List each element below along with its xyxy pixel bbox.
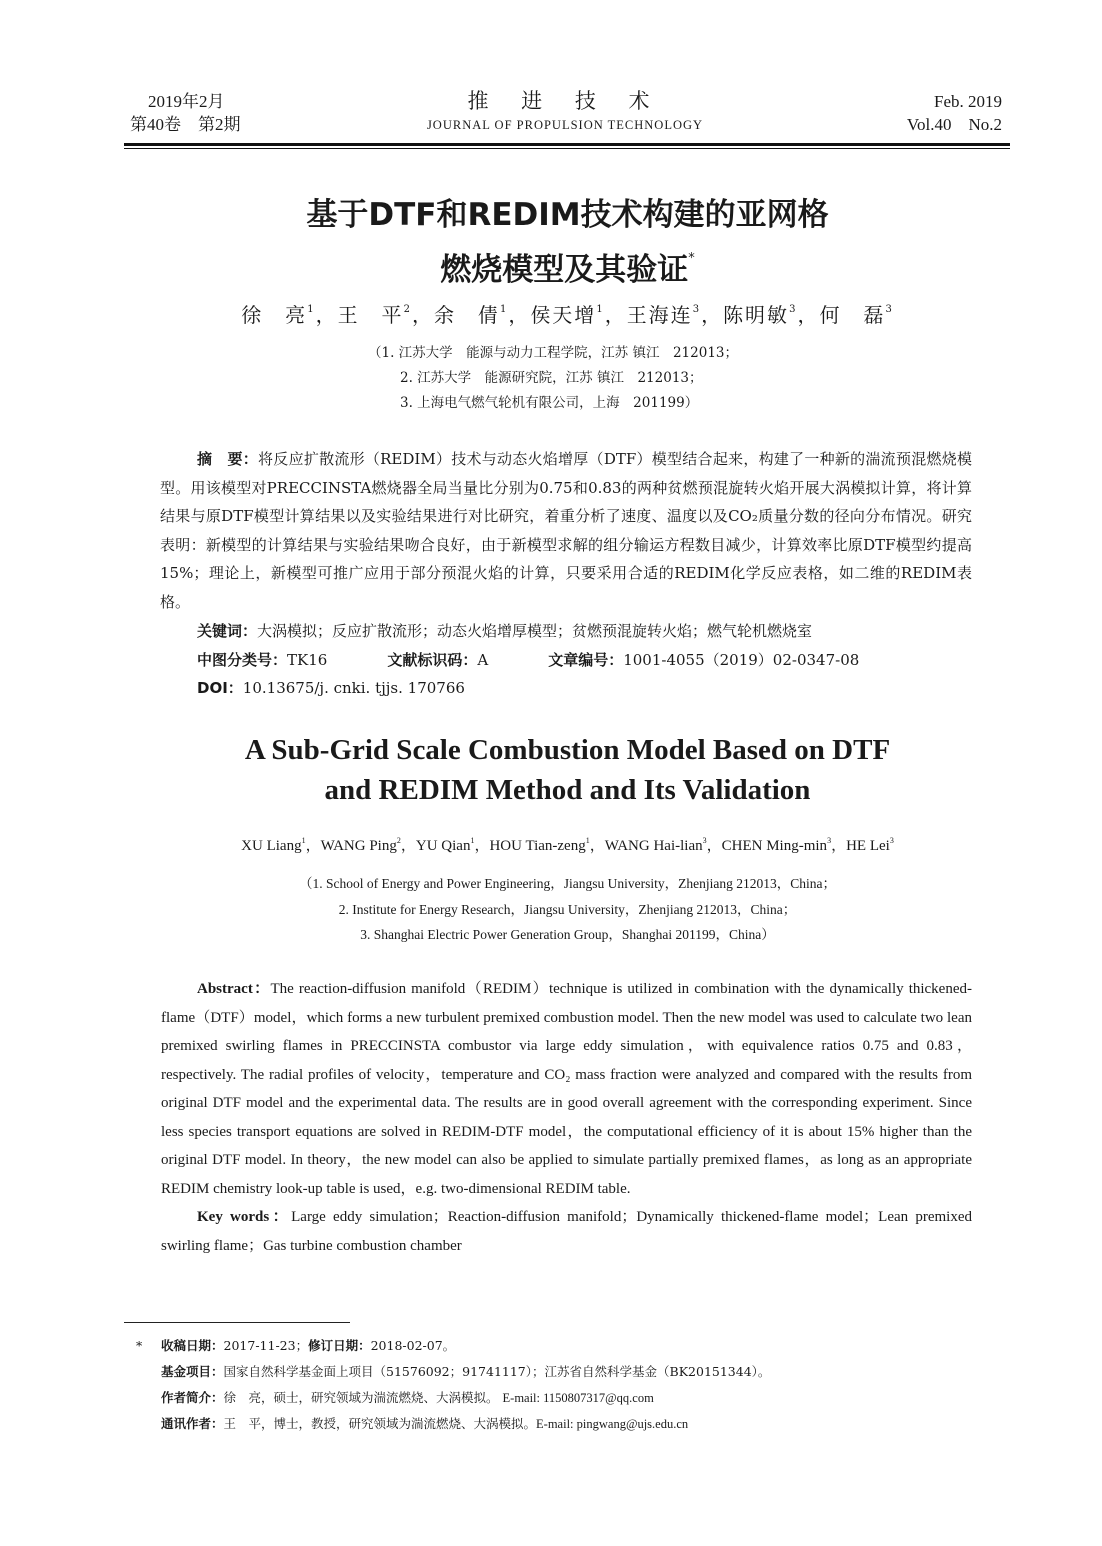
cn-author-separator: ， [797,303,820,327]
author-bio-value: 徐 亮，硕士，研究领域为湍流燃烧、大涡模拟。 [223,1390,499,1405]
en-author-name: WANG Hai-lian [604,838,703,854]
en-author-separator: ， [474,838,490,854]
author-bio-label: 作者简介： [161,1390,224,1405]
received-value: 2017-11-23； [223,1338,309,1353]
footnote-author [136,1385,770,1411]
en-author-affil-mark: 3 [702,836,707,845]
header-volume-en: Vol.40 No.2 [906,115,1002,134]
revised-value: 2018-02-07。 [370,1338,456,1353]
corresponding-value: 王 平，博士，教授，研究领域为湍流燃烧、大涡模拟。 [223,1416,537,1431]
affiliation-en-3: 3. Shanghai Electric Power Generation Group，Shanghai 201199，China） [360,927,775,942]
cn-author-name: 陈明敏 [723,303,790,327]
journal-name-en: JOURNAL OF PROPULSION TECHNOLOGY [426,118,704,132]
en-author-affil-mark: 1 [301,836,306,845]
en-author-separator: ， [589,838,605,854]
en-author-separator: ， [831,838,847,854]
footnote-star: * [136,1338,143,1353]
title-cn-line1: 基于DTF和REDIM技术构建的亚网格 [306,197,829,233]
cn-author-affil-mark: 3 [692,304,702,315]
footnote-dates [136,1333,770,1359]
en-author-affil-mark: 1 [470,836,475,845]
corresponding-label: 通讯作者： [161,1416,224,1431]
title-footnote-mark: * [688,251,695,266]
en-author-name: HOU Tian-zeng [489,838,586,854]
keywords-en-label: Key words： [197,1209,292,1225]
header-date-cn: 2019年2月 [148,92,225,111]
keywords-cn [197,617,859,646]
authors-en [130,830,1005,857]
clc-value: TK16 [287,650,328,669]
header-rule-thin [124,148,1010,149]
footnote-corresponding [136,1411,770,1437]
journal-name-cn: 推 进 技 术 [467,89,663,113]
revised-label: 修订日期： [308,1338,371,1353]
cn-author-separator: ， [315,303,338,327]
abstract-en [161,975,972,1260]
en-author-name: YU Qian [415,838,471,854]
abstract-en-text: The reaction-diffusion manifold（REDIM）technique is utilized in combination with the dynamically thickened-flame（DTF）model，which forms a new turbulent premixed combustion model. Then the new model was used to calculate two lean premixed swirling flames in PRECCINSTA combustor via large eddy simulation，with equivalence ratios 0.75 and 0.83，respectively. The radial profiles of velocity，temperature and CO₂ mass fraction were analyzed and compared with the results from original DTF model and the experimental data. The results are in good overall agreement with the corresponding experiment. Since less species transport equations are solved in REDIM-DTF model，the computational efficiency of it is about 15% higher than the original DTF model. In theory，the new model can also be applied to simulate partially premixed flames，as long as an appropriate REDIM chemistry look-up table is used，e.g. two-dimensional REDIM table. [161,981,972,1197]
title-cn-line2-text: 燃烧模型及其验证 [440,252,689,288]
article-number-label: 文章编号： [548,650,624,669]
affiliation-en-2: 2. Institute for Energy Research，Jiangsu University，Zhenjiang 212013，China； [338,901,797,917]
clc-label: 中图分类号： [197,650,288,669]
meta-cn [197,617,859,703]
doc-code-label: 文献标识码： [387,650,478,669]
cn-author-affil-mark: 2 [403,304,412,315]
cn-author-name: 何 磊 [819,303,886,327]
doi-row [197,674,859,703]
keywords-en-text: Large eddy simulation；Reaction-diffusion manifold；Dynamically thickened-flame model；Lean premixed swirling flame；Gas turbine combustion chamber [161,1209,972,1254]
cn-author-name: 侯天增 [530,303,597,327]
abstract-en-label: Abstract： [197,981,271,997]
affiliation-cn-2: 2. 江苏大学 能源研究院，江苏 镇江 212013； [400,370,703,386]
title-en [130,730,1005,810]
en-author-name: XU Liang [241,838,302,854]
abstract-cn-label: 摘 要： [197,450,259,468]
title-cn [150,193,985,292]
header-date-en: Feb. 2019 [934,92,1002,111]
cn-author-separator: ， [508,303,531,327]
en-author-affil-mark: 2 [396,836,401,845]
abstract-cn-text: 将反应扩散流形（REDIM）技术与动态火焰增厚（DTF）模型结合起来，构建了一种新的湍流预混燃烧模型。用该模型对PRECCINSTA燃烧器全局当量比分别为0.75和0.83的两种贫燃预混旋转火焰开展大涡模拟计算，将计算结果与原DTF模型计算结果以及实验结果进行对比研究，着重分析了速度、温度以及CO₂质量分数的径向分布情况。研究表明：新模型的计算结果与实验结果吻合良好，由于新模型求解的组分输运方程数目减少，计算效率比原DTF模型约提高15%；理论上，新模型可推广应用于部分预混火焰的计算，只要采用合适的REDIM化学反应表格，如二维的REDIM表格。 [160,450,972,611]
cn-author-affil-mark: 1 [596,304,605,315]
footnote-rule [124,1322,350,1323]
cn-author-affil-mark: 3 [885,304,894,315]
en-author-separator: ， [706,838,722,854]
cn-author-affil-mark: 3 [789,304,798,315]
cn-author-name: 王海连 [626,303,693,327]
abstract-cn [160,445,972,616]
affiliation-cn-1: （1. 江苏大学 能源与动力工程学院，江苏 镇江 212013； [368,345,738,361]
header-volume-cn: 第40卷 第2期 [130,115,241,134]
en-author-separator: ， [305,838,321,854]
cn-author-separator: ， [604,303,627,327]
keywords-cn-text: 大涡模拟；反应扩散流形；动态火焰增厚模型；贫燃预混旋转火焰；燃气轮机燃烧室 [257,622,813,640]
cn-author-separator: ， [411,303,434,327]
title-en-line1: A Sub-Grid Scale Combustion Model Based on DTF [244,734,891,766]
fund-label: 基金项目： [161,1364,224,1379]
header-right [907,90,1002,136]
en-author-separator: ， [400,838,416,854]
affiliations-en [130,871,1005,948]
en-author-affil-mark: 3 [827,836,832,845]
affiliation-cn-3: 3. 上海电气燃气轮机有限公司，上海 201199） [400,395,699,411]
affiliations-cn [368,341,738,416]
affiliation-en-1: （1. School of Energy and Power Engineering，Jiangsu University，Zhenjiang 212013，China； [298,876,837,891]
cn-author-name: 余 倩 [433,303,500,327]
doi-value[interactable]: 10.13675/j. cnki. tjjs. 170766 [242,679,465,697]
en-author-affil-mark: 3 [889,836,894,845]
received-label: 收稿日期： [161,1338,224,1353]
en-author-affil-mark: 1 [585,836,590,845]
header-rule-thick [124,143,1010,146]
en-author-name: HE Lei [846,838,890,854]
footnotes [136,1333,770,1437]
author-email[interactable]: E-mail: 1150807317@qq.com [502,1391,654,1405]
fund-value: 国家自然科学基金面上项目（51576092；91741117）；江苏省自然科学基金（BK20151344）。 [223,1364,771,1379]
corresponding-email[interactable]: E-mail: pingwang@ujs.edu.cn [536,1417,689,1431]
cn-author-affil-mark: 1 [307,304,316,315]
en-author-name: CHEN Ming-min [721,838,828,854]
doc-code-value: A [477,650,489,669]
doi-label: DOI： [197,679,243,697]
footnote-fund [136,1359,770,1385]
title-cn-line2 [150,237,985,292]
authors-cn [150,296,985,329]
keywords-cn-label: 关键词： [197,622,258,640]
cn-author-separator: ， [701,303,724,327]
classification-row [197,646,859,675]
cn-author-name: 徐 亮 [241,303,308,327]
title-en-line2: and REDIM Method and Its Validation [324,774,811,806]
cn-author-name: 王 平 [337,303,404,327]
cn-author-affil-mark: 1 [499,304,509,315]
en-author-name: WANG Ping [320,838,397,854]
article-number-value: 1001-4055（2019）02-0347-08 [623,650,860,669]
